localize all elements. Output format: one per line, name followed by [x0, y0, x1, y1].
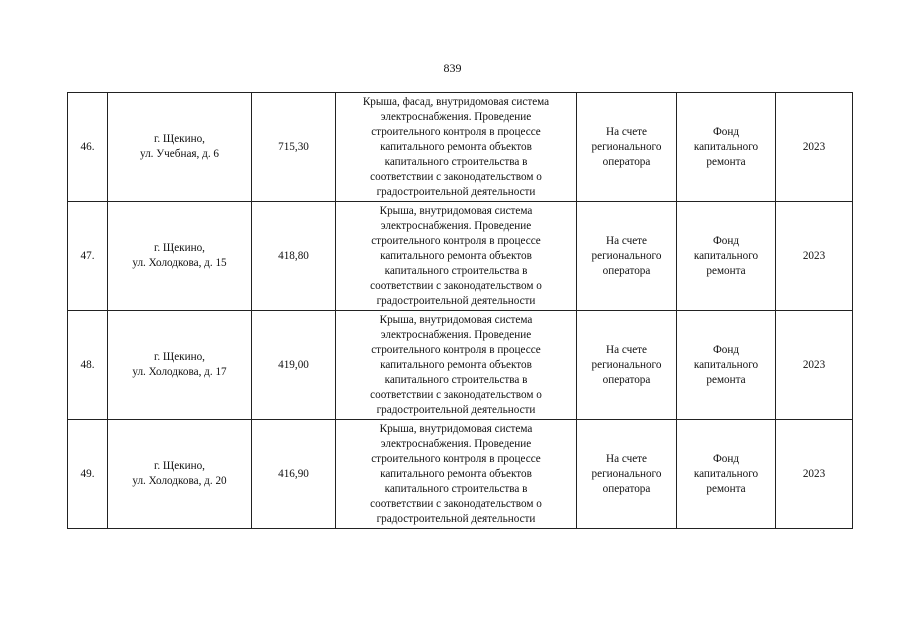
source-line: ремонта — [706, 264, 746, 277]
table-row — [68, 311, 853, 420]
works-cell — [336, 93, 577, 202]
table-row — [68, 420, 853, 529]
source-line: капитального — [693, 249, 759, 262]
account-method-cell — [577, 420, 677, 529]
table-body — [68, 93, 853, 529]
area-cell: 419,00 — [252, 311, 336, 420]
funding-source-cell — [677, 311, 776, 420]
address-cell — [108, 420, 252, 529]
address-cell — [108, 202, 252, 311]
page-number: 839 — [443, 61, 462, 75]
account-line: оператора — [602, 373, 651, 386]
source-line: Фонд — [712, 234, 740, 247]
works-cell — [336, 311, 577, 420]
address-line: ул. Холодкова, д. 20 — [132, 475, 227, 487]
row-number-cell: 49. — [68, 420, 108, 529]
source-line: капитального — [693, 467, 759, 480]
funding-source-cell — [677, 420, 776, 529]
table-row — [68, 93, 853, 202]
works-line: соответствии с законодательством о — [370, 170, 542, 183]
funding-source-cell — [677, 202, 776, 311]
year-cell: 2023 — [776, 93, 853, 202]
year-cell: 2023 — [776, 202, 853, 311]
row-number-cell: 47. — [68, 202, 108, 311]
works-line: градостроительной деятельности — [376, 185, 536, 198]
works-line: электроснабжения. Проведение — [380, 110, 532, 123]
account-line: оператора — [602, 155, 651, 168]
area-cell: 416,90 — [252, 420, 336, 529]
row-number-cell: 48. — [68, 311, 108, 420]
source-line: капитального — [693, 140, 759, 153]
account-line: регионального — [591, 140, 662, 153]
works-line: соответствии с законодательством о — [370, 279, 542, 292]
source-line: ремонта — [706, 482, 746, 495]
address-line: г. Щекино, — [154, 460, 205, 472]
works-line: строительного контроля в процессе — [371, 234, 541, 247]
works-line: капитального ремонта объектов — [380, 140, 532, 153]
account-method-cell — [577, 93, 677, 202]
works-line: строительного контроля в процессе — [371, 125, 541, 138]
works-line: соответствии с законодательством о — [370, 388, 542, 401]
works-line: капитального строительства в — [384, 482, 528, 495]
address-line: г. Щекино, — [154, 133, 205, 145]
address-cell — [108, 311, 252, 420]
works-line: Крыша, внутридомовая система — [379, 422, 533, 435]
works-line: капитального ремонта объектов — [380, 358, 532, 371]
funding-source-cell — [677, 93, 776, 202]
works-line: градостроительной деятельности — [376, 294, 536, 307]
works-line: строительного контроля в процессе — [371, 452, 541, 465]
works-line: соответствии с законодательством о — [370, 497, 542, 510]
works-line: капитального строительства в — [384, 155, 528, 168]
works-cell — [336, 420, 577, 529]
account-method-cell — [577, 311, 677, 420]
works-line: капитального строительства в — [384, 264, 528, 277]
account-line: оператора — [602, 482, 651, 495]
source-line: ремонта — [706, 155, 746, 168]
account-line: На счете — [605, 452, 648, 465]
year-cell: 2023 — [776, 311, 853, 420]
account-line: регионального — [591, 467, 662, 480]
account-line: оператора — [602, 264, 651, 277]
works-line: капитального ремонта объектов — [380, 249, 532, 262]
source-line: ремонта — [706, 373, 746, 386]
address-line: ул. Учебная, д. 6 — [139, 148, 220, 160]
account-line: регионального — [591, 249, 662, 262]
works-line: градостроительной деятельности — [376, 512, 536, 525]
repair-registry-table — [67, 92, 853, 529]
address-cell — [108, 93, 252, 202]
address-line: ул. Холодкова, д. 17 — [132, 366, 227, 378]
works-line: капитального ремонта объектов — [380, 467, 532, 480]
source-line: Фонд — [712, 452, 740, 465]
account-line: На счете — [605, 125, 648, 138]
address-line: г. Щекино, — [154, 351, 205, 363]
works-line: строительного контроля в процессе — [371, 343, 541, 356]
source-line: капитального — [693, 358, 759, 371]
account-line: На счете — [605, 343, 648, 356]
works-cell — [336, 202, 577, 311]
area-cell: 715,30 — [252, 93, 336, 202]
address-line: г. Щекино, — [154, 242, 205, 254]
works-line: капитального строительства в — [384, 373, 528, 386]
works-line: Крыша, внутридомовая система — [379, 204, 533, 217]
year-cell: 2023 — [776, 420, 853, 529]
works-line: электроснабжения. Проведение — [380, 437, 532, 450]
table-row — [68, 202, 853, 311]
row-number-cell: 46. — [68, 93, 108, 202]
account-method-cell — [577, 202, 677, 311]
works-line: градостроительной деятельности — [376, 403, 536, 416]
works-line: электроснабжения. Проведение — [380, 328, 532, 341]
works-line: Крыша, внутридомовая система — [379, 313, 533, 326]
address-line: ул. Холодкова, д. 15 — [132, 257, 227, 269]
area-cell: 418,80 — [252, 202, 336, 311]
works-line: электроснабжения. Проведение — [380, 219, 532, 232]
works-line: Крыша, фасад, внутридомовая система — [362, 95, 550, 108]
account-line: регионального — [591, 358, 662, 371]
account-line: На счете — [605, 234, 648, 247]
source-line: Фонд — [712, 343, 740, 356]
source-line: Фонд — [712, 125, 740, 138]
